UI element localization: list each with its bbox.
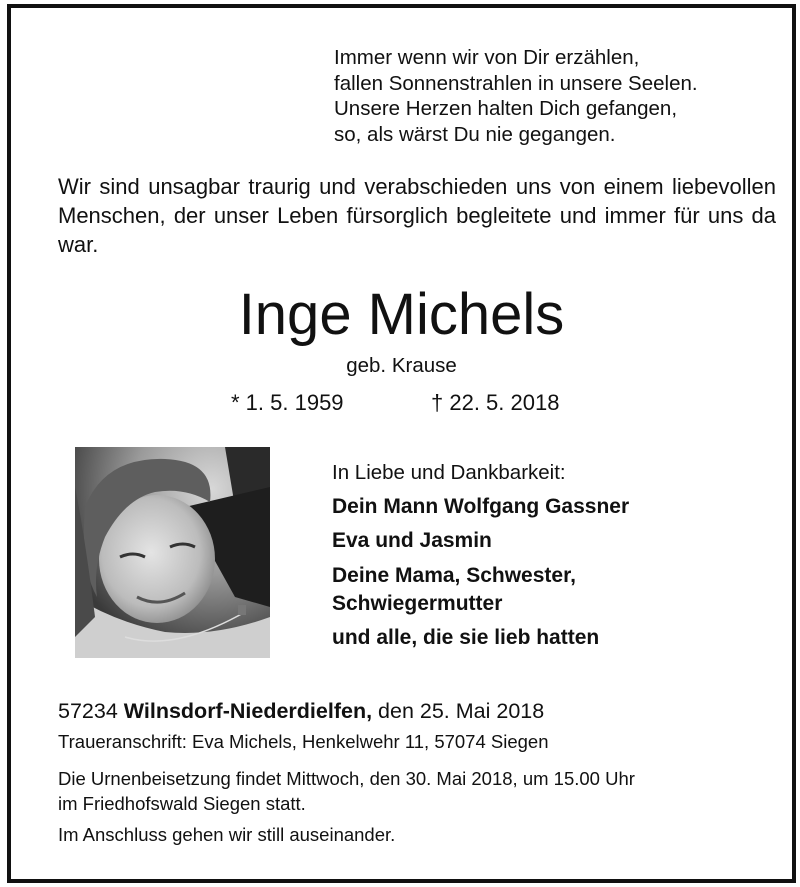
mourning-address: Traueranschrift: Eva Michels, Henkelwehr 11, 57074 Siegen xyxy=(58,731,549,752)
burial-line: Die Urnenbeisetzung findet Mittwoch, den 30. Mai 2018, um 15.00 Uhr xyxy=(58,768,635,789)
closing-text: Im Anschluss gehen wir still auseinander. xyxy=(58,824,396,845)
place-date-line xyxy=(58,699,544,724)
mourner-line: und alle, die sie lieb hatten xyxy=(332,626,600,649)
zip-code: 57234 xyxy=(58,699,118,723)
burial-line: im Friedhofswald Siegen statt. xyxy=(58,793,306,814)
birth-name: geb. Krause xyxy=(346,354,457,377)
deceased-name: Inge Michels xyxy=(238,282,565,347)
poem-line: Immer wenn wir von Dir erzählen, xyxy=(334,46,640,69)
intro-text: Wir sind unsagbar traurig und verabschieden uns von einem liebevollen Menschen, der unser Leben fürsorglich begleitete und immer für uns da war. xyxy=(58,174,776,257)
obituary-notice xyxy=(7,4,796,883)
portrait-image xyxy=(75,447,270,658)
mourner-line: Eva und Jasmin xyxy=(332,529,492,552)
place-name: Wilnsdorf-Niederdielfen, xyxy=(123,699,373,723)
death-date: † 22. 5. 2018 xyxy=(431,390,560,415)
poem-line: fallen Sonnenstrahlen in unsere Seelen. xyxy=(334,71,698,95)
mourner-line: Dein Mann Wolfgang Gassner xyxy=(332,495,630,518)
birth-date: * 1. 5. 1959 xyxy=(231,390,344,415)
burial-info xyxy=(58,766,778,816)
poem-line: Unsere Herzen halten Dich gefangen, xyxy=(334,97,678,120)
poem-line: so, als wärst Du nie gegangen. xyxy=(334,122,616,146)
mourners-intro: In Liebe und Dankbarkeit: xyxy=(332,461,566,484)
portrait-photo xyxy=(75,447,270,658)
mourner-line: Deine Mama, Schwester, xyxy=(332,564,576,587)
mourner-line: Schwiegermutter xyxy=(332,592,503,615)
poem xyxy=(334,45,698,147)
notice-date: den 25. Mai 2018 xyxy=(378,699,545,723)
